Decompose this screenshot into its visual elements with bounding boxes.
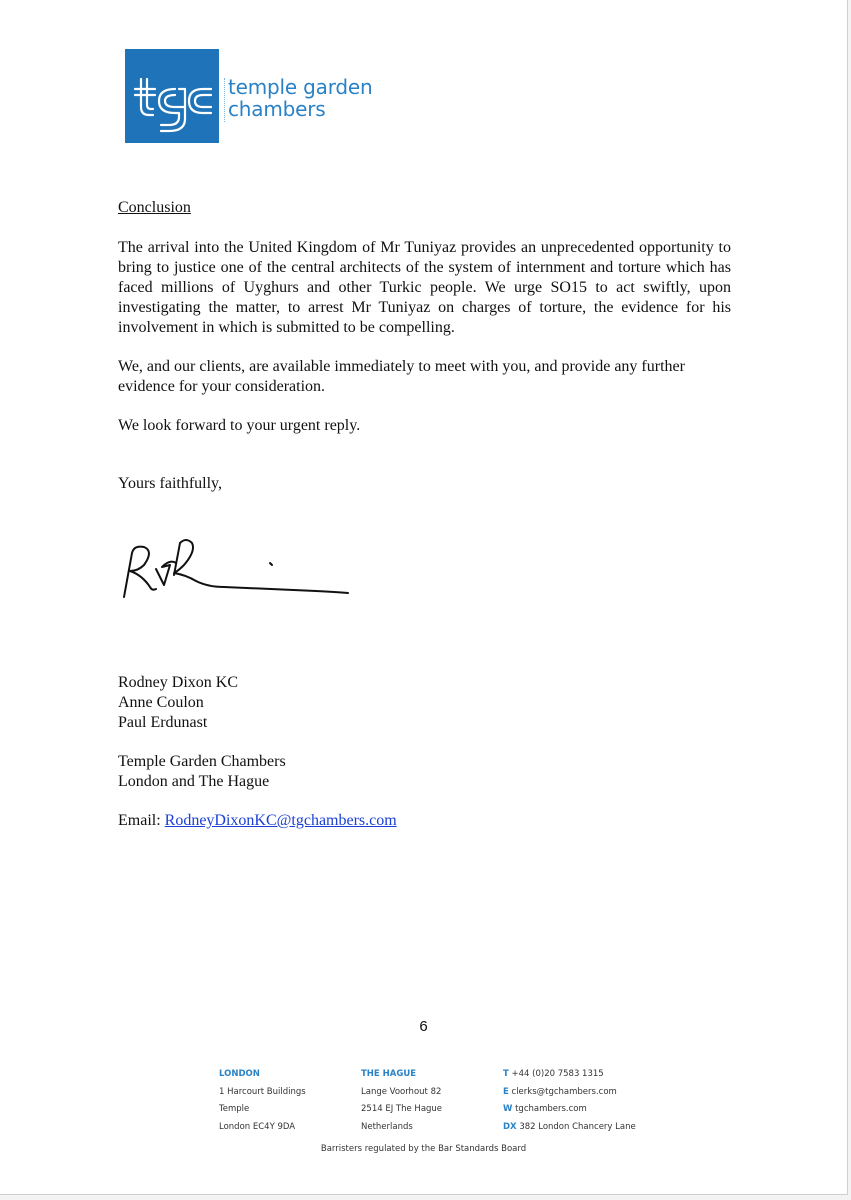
footer-london-line: London EC4Y 9DA	[219, 1121, 296, 1132]
footer-hague-title: THE HAGUE	[361, 1069, 417, 1079]
page-number: 6	[419, 1018, 428, 1035]
logo-divider	[224, 78, 226, 122]
signatory-1: Rodney Dixon KC	[118, 674, 238, 691]
signatory-block	[118, 673, 397, 831]
footer-phone: T +44 (0)20 7583 1315	[503, 1069, 604, 1079]
logo-wordmark	[228, 76, 372, 120]
footer-email: E clerks@tgchambers.com	[503, 1086, 617, 1097]
closing-salutation: Yours faithfully,	[118, 475, 223, 492]
tgc-logo	[125, 49, 219, 143]
organization-name: Temple Garden Chambers	[118, 753, 286, 770]
footer-london	[219, 1066, 306, 1136]
signatory-2: Anne Coulon	[118, 694, 204, 711]
footer-london-line: 1 Harcourt Buildings	[219, 1086, 306, 1097]
footer-hague-line: Netherlands	[361, 1121, 413, 1132]
logo-line-1: temple garden	[228, 75, 373, 99]
footer-london-line: Temple	[219, 1104, 250, 1114]
email-link[interactable]: RodneyDixonKC@tgchambers.com	[164, 812, 397, 829]
footer-hague	[361, 1066, 442, 1136]
email-line	[118, 811, 397, 831]
paragraph-1: The arrival into the United Kingdom of Mr Tuniyaz provides an unprecedented opportunity to bring to justice one of the central architects of the system of internment and torture which has faced millions of Uyghurs and other Turkic people. We urge SO15 to act swiftly, upon investigating the matter, to arrest Mr Tuniyaz on charges of torture, the evidence for his involvement in which is submitted to be compelling.	[118, 239, 731, 336]
regulation-notice: Barristers regulated by the Bar Standards Board	[320, 1144, 527, 1154]
email-label: Email:	[118, 812, 161, 829]
footer-hague-line: Lange Voorhout 82	[361, 1086, 442, 1097]
footer-london-title: LONDON	[219, 1069, 260, 1079]
tgc-logo-mark	[125, 49, 219, 143]
footer-hague-line: 2514 EJ The Hague	[361, 1104, 443, 1114]
footer-dx: DX 382 London Chancery Lane	[503, 1121, 636, 1132]
paragraph-2: We, and our clients, are available immediately to meet with you, and provide any further evidence for your consideration.	[118, 358, 685, 395]
organization-location: London and The Hague	[118, 773, 270, 790]
letter-body	[118, 198, 731, 494]
footer-website: W tgchambers.com	[503, 1104, 587, 1114]
handwritten-signature	[116, 535, 356, 610]
signatory-3: Paul Erdunast	[118, 714, 208, 731]
footer-contact	[503, 1066, 636, 1136]
logo-line-2: chambers	[228, 97, 326, 121]
section-heading: Conclusion	[118, 199, 191, 216]
paragraph-3: We look forward to your urgent reply.	[118, 417, 361, 434]
